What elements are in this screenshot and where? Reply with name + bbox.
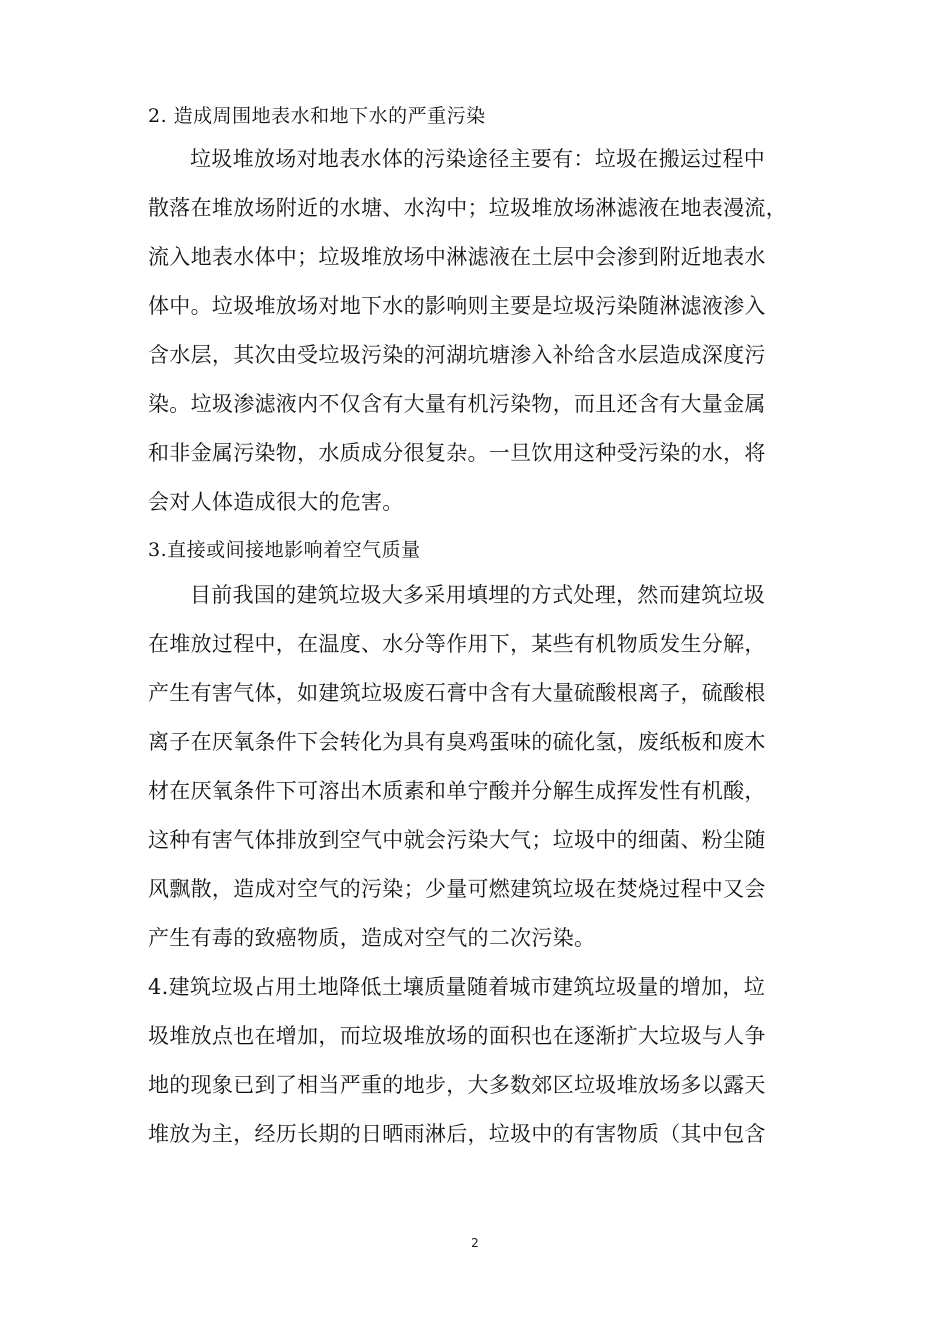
section-3-heading: 3.直接或间接地影响着空气质量 (148, 539, 421, 561)
section-2-line: 含水层，其次由受垃圾污染的河湖坑塘渗入补给含水层造成深度污 (148, 343, 766, 367)
section-3-line: 产生有毒的致癌物质，造成对空气的二次污染。 (148, 926, 596, 950)
section-3-line: 离子在厌氧条件下会转化为具有臭鸡蛋味的硫化氢，废纸板和废木 (148, 730, 766, 754)
section-4-line: 地的现象已到了相当严重的地步，大多数郊区垃圾堆放场多以露天 (148, 1073, 766, 1097)
section-2-line: 体中。垃圾堆放场对地下水的影响则主要是垃圾污染随淋滤液渗入 (148, 294, 766, 318)
section-2-line: 染。垃圾渗滤液内不仅含有大量有机污染物，而且还含有大量金属 (148, 392, 766, 416)
section-2-line: 和非金属污染物，水质成分很复杂。一旦饮用这种受污染的水，将 (148, 441, 766, 465)
section-2-line: 垃圾堆放场对地表水体的污染途径主要有：垃圾在搬运过程中 (190, 147, 766, 171)
section-3-line: 目前我国的建筑垃圾大多采用填埋的方式处理，然而建筑垃圾 (190, 583, 766, 607)
section-4-line: 堆放为主，经历长期的日晒雨淋后，垃圾中的有害物质（其中包含 (148, 1122, 766, 1146)
section-3-line: 产生有害气体，如建筑垃圾废石膏中含有大量硫酸根离子，硫酸根 (148, 681, 766, 705)
section-4-line: 圾堆放点也在增加，而垃圾堆放场的面积也在逐渐扩大垃圾与人争 (148, 1024, 766, 1048)
section-2-heading: 2. 造成周围地表水和地下水的严重污染 (148, 105, 486, 127)
section-2-line: 散落在堆放场附近的水塘、水沟中；垃圾堆放场淋滤液在地表漫流， (148, 196, 787, 220)
section-2-line: 流入地表水体中；垃圾堆放场中淋滤液在土层中会渗到附近地表水 (148, 245, 766, 269)
page-number: 2 (471, 1236, 479, 1250)
section-2-line: 会对人体造成很大的危害。 (148, 490, 404, 514)
section-4-line: 4.建筑垃圾占用土地降低土壤质量随着城市建筑垃圾量的增加，垃 (148, 975, 766, 999)
section-3-line: 在堆放过程中，在温度、水分等作用下，某些有机物质发生分解， (148, 632, 766, 656)
section-3-line: 材在厌氧条件下可溶出木质素和单宁酸并分解生成挥发性有机酸， (148, 779, 766, 803)
section-3-line: 这种有害气体排放到空气中就会污染大气；垃圾中的细菌、粉尘随 (148, 828, 766, 852)
section-3-line: 风飘散，造成对空气的污染；少量可燃建筑垃圾在焚烧过程中又会 (148, 877, 766, 901)
